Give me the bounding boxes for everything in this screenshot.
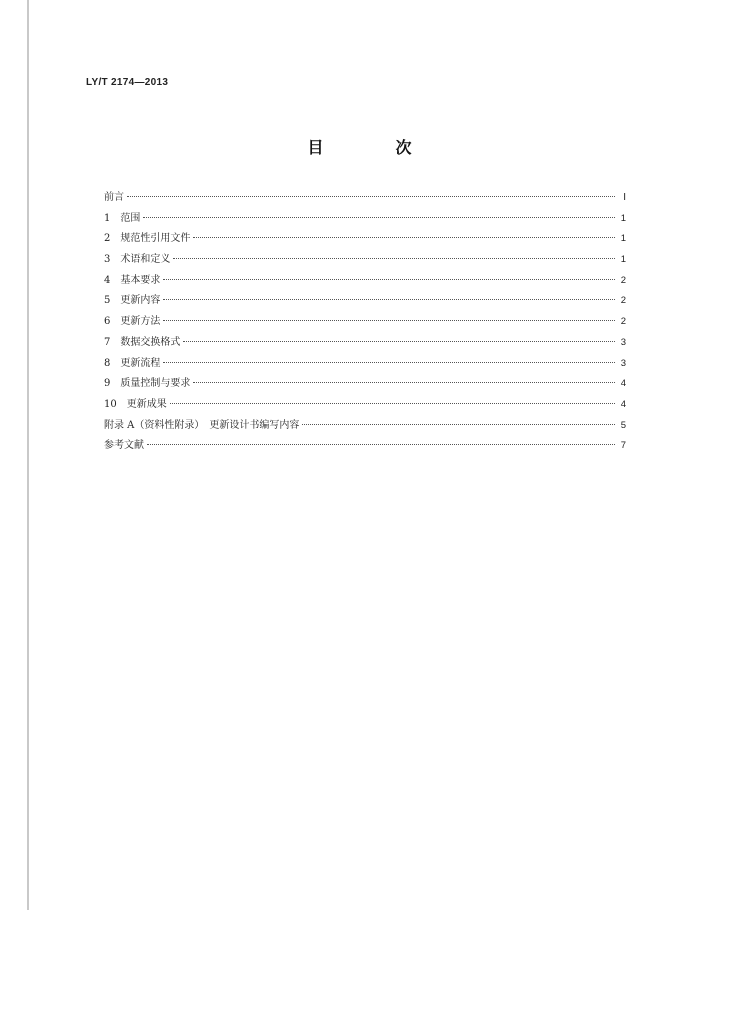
toc-entry[interactable] (104, 316, 626, 337)
toc-leader-dots (163, 319, 615, 321)
document-code: LY/T 2174—2013 (86, 77, 169, 88)
toc-leader-dots (127, 195, 615, 197)
toc-leader-dots (193, 236, 615, 238)
toc-entry-label: 附录 A（资料性附录） 更新设计书编写内容 (104, 419, 300, 431)
toc-entry-label: 前言 (104, 192, 124, 203)
toc-entry-label: 4 基本要求 (104, 274, 161, 286)
toc-entry-label: 9 质量控制与要求 (104, 378, 191, 390)
toc-entry-label: 3 术语和定义 (104, 254, 171, 266)
toc-leader-dots (163, 298, 615, 300)
toc-entry-page: 5 (620, 419, 626, 431)
toc-leader-dots (163, 278, 615, 280)
toc-entry-label: 2 规范性引用文件 (104, 233, 191, 245)
toc-entry-label: 8 更新流程 (104, 357, 161, 369)
toc-leader-dots (183, 340, 615, 342)
toc-entry[interactable] (104, 399, 626, 420)
toc-entry[interactable] (104, 233, 626, 254)
toc-leader-dots (170, 402, 615, 404)
toc-entry-page: 2 (620, 274, 626, 286)
toc-entry[interactable] (104, 213, 626, 234)
toc-entry-page: 1 (620, 212, 626, 224)
toc-entry-label: 7 数据交换格式 (104, 336, 181, 348)
toc-entry[interactable] (104, 378, 626, 399)
toc-entry-page: 3 (620, 357, 626, 369)
toc-entry-label: 10 更新成果 (104, 398, 167, 410)
toc-entry[interactable] (104, 192, 626, 213)
toc-entry-page: 1 (620, 233, 626, 245)
toc-entry[interactable] (104, 275, 626, 296)
toc-entry[interactable] (104, 337, 626, 358)
toc-entry-label: 5 更新内容 (104, 295, 161, 307)
toc-entry-page: 4 (620, 378, 626, 390)
toc-entry[interactable] (104, 295, 626, 316)
toc-entry-label: 1 范围 (104, 212, 141, 224)
toc-leader-dots (193, 381, 615, 383)
toc-entry-page: 7 (620, 440, 626, 452)
toc-entry-page: 2 (620, 316, 626, 328)
toc-entry[interactable] (104, 420, 626, 441)
toc-entry-page: 3 (620, 336, 626, 348)
toc-leader-dots (143, 216, 615, 218)
toc-entry[interactable] (104, 358, 626, 379)
toc-leader-dots (163, 361, 615, 363)
toc-entry-label: 参考文献 (104, 440, 144, 452)
toc-entry-label: 6 更新方法 (104, 316, 161, 328)
toc-leader-dots (302, 423, 615, 425)
toc-entry-page: 4 (620, 398, 626, 410)
toc-entry[interactable] (104, 440, 626, 461)
toc-entry-page: 1 (620, 254, 626, 266)
toc-entry-page: Ⅰ (623, 192, 626, 203)
toc-title: 目 次 (307, 138, 440, 157)
toc-leader-dots (173, 257, 615, 259)
toc-entry-page: 2 (620, 295, 626, 307)
toc-leader-dots (147, 443, 615, 445)
table-of-contents (104, 192, 626, 461)
toc-entry[interactable] (104, 254, 626, 275)
